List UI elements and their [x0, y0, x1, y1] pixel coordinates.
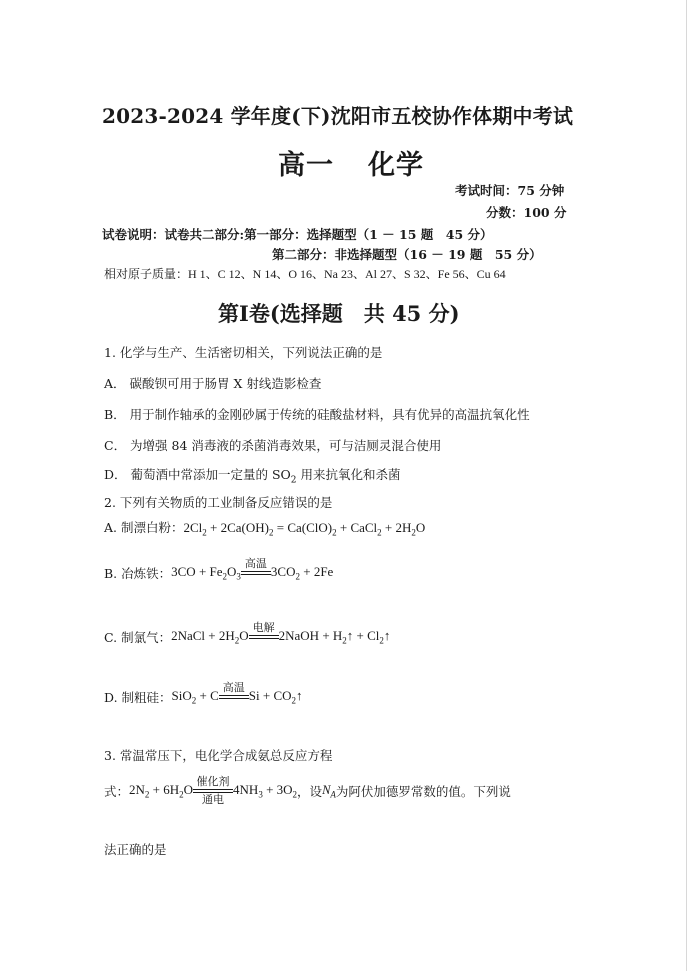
q2-c-arrow: [249, 622, 279, 652]
q1-option-d: [104, 465, 401, 486]
instructions-line-2: 第二部分：非选择题型（16 － 19 题 55 分）: [272, 247, 542, 262]
avogadro-letter: N: [322, 782, 331, 797]
q3-line-text-b: 为阿伏加德罗常数的值。下列说: [335, 784, 511, 799]
q2-c-condition: 电解: [252, 621, 275, 634]
q2-a-equation: $2Cl_2 + 2Ca(OH)_2 = Ca(ClO)_2$ + CaCl$_2$ + $2H_2O$: [183, 520, 426, 538]
grade-label: 高一: [278, 150, 334, 181]
subject-heading: [278, 143, 424, 182]
q2-c-label: C. 制氯气：: [104, 630, 172, 645]
q2-b-condition: 高温: [244, 557, 267, 570]
q2-c-equation: 2NaCl + $2H_2O$: [171, 628, 249, 646]
q2-option-a: [104, 518, 425, 538]
instructions-line-1: 试卷说明：试卷共二部分:第一部分：选择题型（1 － 15 题 45 分）: [102, 227, 493, 242]
q1-option-b: B． 用于制作轴承的金刚砂属于传统的硅酸盐材料，具有优异的高温抗氧化性: [104, 407, 530, 422]
q2-d-arrow: [219, 682, 249, 712]
q1-option-d-tail: 用来抗氧化和杀菌: [296, 467, 401, 482]
q2-stem: 2. 下列有关物质的工业制备反应错误的是: [104, 495, 333, 510]
q2-d-label: D. 制粗硅：: [104, 690, 172, 705]
q3-equation-line: [104, 776, 511, 806]
subject-label: 化学: [368, 150, 424, 181]
avogadro-symbol: [322, 782, 336, 800]
q2-b-equation: $3CO + Fe_2O_3$: [171, 564, 241, 582]
exam-title: 2023-2024 学年度(下)沈阳市五校协作体期中考试: [102, 104, 574, 128]
q1-option-d-text: D． 葡萄酒中常添加一定量的 SO: [104, 467, 291, 482]
atomic-masses: 相对原子质量：H 1、C 12、N 14、O 16、Na 23、Al 27、S 32、Fe 56、Cu 64: [104, 267, 506, 281]
q3-equation-left: $2N_2 + 6H_2O$: [129, 782, 194, 800]
q1-option-a: A． 碳酸钡可用于肠胃 X 射线造影检查: [104, 376, 322, 391]
section-title: 第Ⅰ卷(选择题 共 45 分): [218, 301, 460, 326]
q1-option-c: C． 为增强 84 消毒液的杀菌消毒效果，可与洁厕灵混合使用: [104, 438, 442, 453]
q3-arrow: [193, 776, 233, 806]
exam-score: 分数：100 分: [486, 205, 567, 220]
q3-equation-right: $4NH_3 + 3O_2$: [233, 782, 298, 800]
exam-time: 考试时间：75 分钟: [455, 183, 565, 198]
q2-option-d: D. 制粗硅：SiO$_2$ + C 高温 $Si + CO_2↑$: [104, 682, 303, 712]
q3-line-prefix: 式：: [104, 784, 130, 799]
q2-b-label: B. 冶炼铁：: [104, 566, 172, 581]
q3-stem: 3. 常温常压下，电化学合成氨总反应方程: [104, 748, 333, 763]
q2-b-arrow: [241, 558, 271, 588]
q3-condition-top: 催化剂: [196, 775, 230, 788]
q1-stem: 1. 化学与生产、生活密切相关，下列说法正确的是: [104, 345, 383, 360]
avogadro-subscript: A: [330, 789, 336, 800]
q2-d-condition: 高温: [222, 681, 245, 694]
q2-a-label: A. 制漂白粉：: [104, 520, 184, 535]
q2-option-c: C. 制氯气：2NaCl + $2H_2O$ 电解 2NaOH + $H_2↑$ + $Cl_2↑$: [104, 622, 390, 652]
q2-d-equation: SiO$_2$ + C: [171, 688, 219, 706]
q1-option-d-sub: 2: [290, 475, 297, 486]
q3-line-3: 法正确的是: [104, 842, 167, 857]
q3-line-text-a: ，设: [297, 784, 323, 799]
q3-condition-bottom: 通电: [202, 793, 225, 806]
q2-option-b: B. 冶炼铁：$3CO + Fe_2O_3$ 高温 $3CO_2 + 2Fe$: [104, 558, 333, 588]
